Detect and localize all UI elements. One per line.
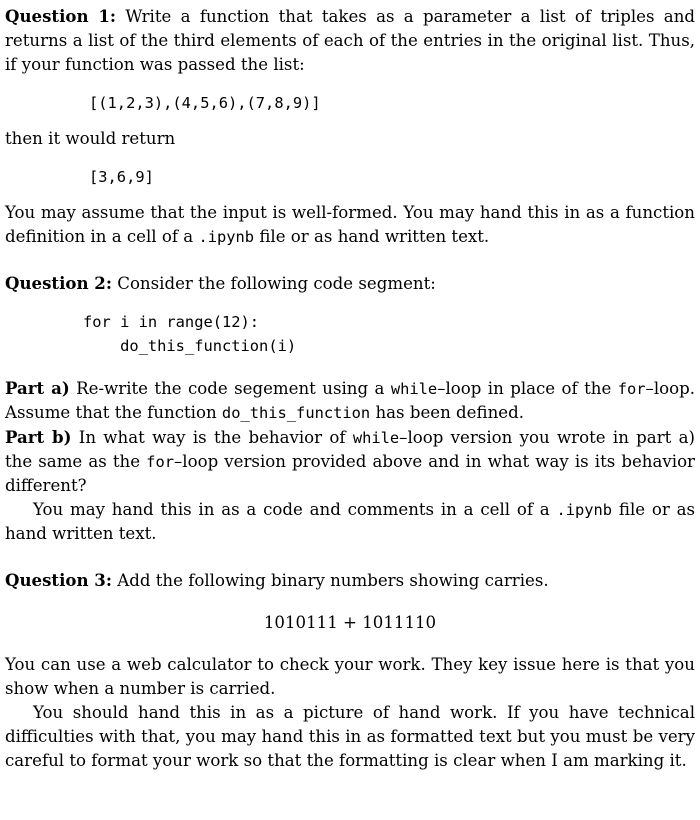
q2-code-line-2: do_this_function(i) bbox=[83, 337, 297, 355]
q1-example-output: [3,6,9] bbox=[89, 168, 154, 186]
q3-heading: Question 3: bbox=[5, 570, 112, 590]
q2-heading: Question 2: bbox=[5, 273, 112, 293]
q1-then-text: then it would return bbox=[5, 129, 176, 148]
q3-para-2: You should hand this in as a picture of hand work. If you have technical difficulties with that, you may hand this in as formatted text but you must be very careful to format your work so that the formatting is clear when I am marking it. bbox=[5, 703, 695, 770]
q3-para-1: You can use a web calculator to check your work. They key issue here is that you show when a number is carried. bbox=[5, 655, 695, 698]
q1-example-input: [(1,2,3),(4,5,6),(7,8,9)] bbox=[89, 94, 321, 112]
document bbox=[5, 4, 695, 773]
q3-equation: 1010111 + 1011110 bbox=[263, 613, 437, 632]
q3-intro: Question 3: Add the following binary numbers showing carries. bbox=[5, 570, 549, 590]
q1-heading: Question 1: bbox=[5, 6, 116, 26]
q1-note: You may assume that the input is well-formed. You may hand this in as a function definition in a cell of a .ipynb file or as hand written text. bbox=[5, 203, 695, 246]
q2-part-a: Part a) Re-write the code segement using a while–loop in place of the for–loop. Assume that the function do_this_function has been defined. bbox=[5, 378, 695, 422]
q2-intro: Question 2: Consider the following code segment: bbox=[5, 273, 436, 293]
q1-intro: Question 1: Write a function that takes as a parameter a list of triples and returns a list of the third elements of each of the entries in the original list. Thus, if your function was passed the list: bbox=[5, 6, 696, 74]
q2-note: You may hand this in as a code and comments in a cell of a .ipynb file or as hand written text. bbox=[5, 500, 695, 543]
q2-part-b: Part b) In what way is the behavior of while–loop version you wrote in part a) the same as the for–loop version provided above and in what way is its behavior different? bbox=[5, 427, 695, 495]
q2-code-line-1: for i in range(12): bbox=[83, 313, 260, 331]
